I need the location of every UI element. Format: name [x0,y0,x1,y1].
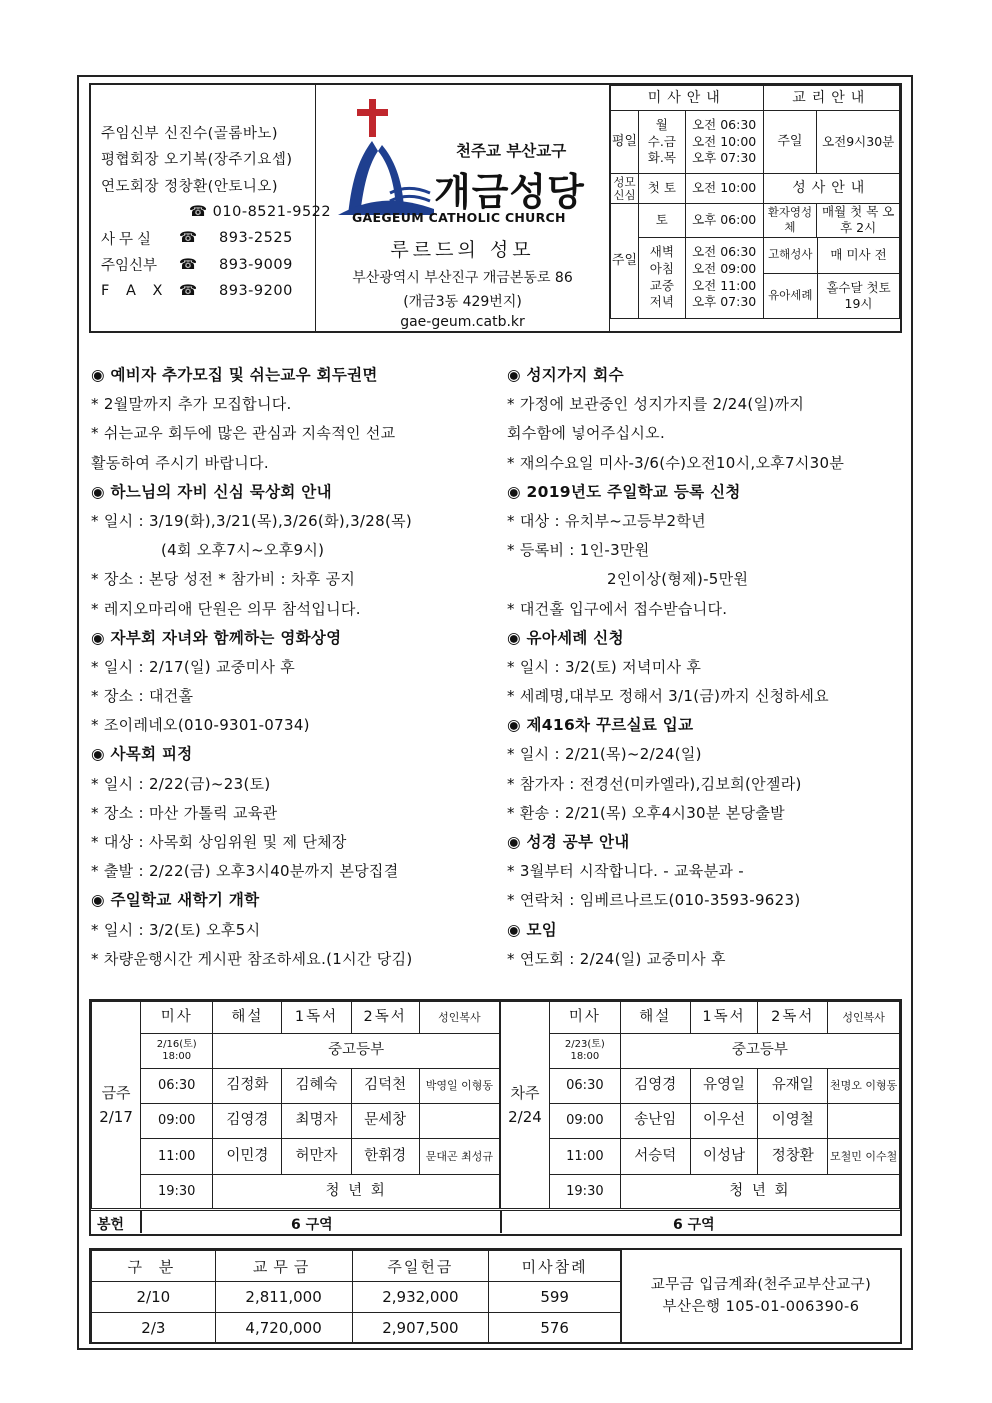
mass-title: 미사안내 [611,86,764,111]
notice-line: * 대상 : 유치부~고등부2학년 [507,511,706,530]
reader-2: 한휘경 [351,1139,419,1175]
reader-2: 김덕천 [351,1069,419,1104]
bulletin-page [77,75,913,1350]
col-header: 주일헌금 [352,1251,489,1282]
sacrament-name: 고해성사 [764,238,818,274]
church-brand [316,85,610,331]
catechism-title: 교리안내 [763,86,899,111]
weekday-day: 월 [655,116,668,132]
fax-label: F A X [101,283,169,300]
mass-time: 06:30 [549,1069,620,1104]
notice-line: 2인이상(형제)-5만원 [607,570,749,589]
sat-mass-time: 2/23(토) 18:00 [549,1034,620,1069]
notice-line: * 연도회 : 2/24(일) 교중미사 후 [507,949,726,968]
finance-dues: 4,720,000 [215,1313,352,1344]
notice-line: * 참가자 : 전경선(미카엘라),김보희(안젤라) [507,774,802,793]
commentator: 김영경 [620,1069,690,1104]
table-row [501,1069,900,1104]
eve-mass-group: 청 년 회 [620,1175,899,1209]
sat-mass-time: 2/16(토) 18:00 [141,1034,213,1069]
finance-date: 2/3 [92,1313,216,1344]
finance-table [91,1250,621,1344]
commentator: 이민경 [213,1139,282,1175]
bank-line: 교무금 입금계좌(천주교부산교구) [650,1277,872,1293]
table-row [92,1282,621,1313]
this-week-label: 금주 2/17 [92,1002,141,1209]
readers-this-week [91,1001,500,1209]
notice-line: * 차량운행시간 게시판 참조하세요.(1시간 당김) [91,949,413,968]
table-row [501,1139,900,1175]
table-row [92,1139,500,1175]
sunday-time: 오전 09:00 [692,260,757,276]
mass-time: 06:30 [141,1069,213,1104]
mass-time: 11:00 [549,1139,620,1175]
col-header: 해설 [213,1002,282,1034]
notices-left [91,361,501,974]
weekday-days [638,111,685,174]
council-phone: ☎ 010-8521-9522 [189,203,332,220]
mass-time: 11:00 [141,1139,213,1175]
commentator: 김영경 [213,1104,282,1139]
altar-servers: 천명오 이형동 [828,1069,900,1104]
weekday-time: 오전 10:00 [692,133,757,149]
finance-panel [89,1248,902,1344]
eve-mass-time: 19:30 [141,1175,213,1209]
weekday-time: 오전 06:30 [692,116,757,132]
council-president: 평협회장 오기복(장주기요셉) [101,152,293,169]
reader-1: 허만자 [282,1139,351,1175]
col-header: 해설 [620,1002,690,1034]
sacrament-cells [763,237,899,318]
eve-mass-group: 청 년 회 [213,1175,500,1209]
finance-dues: 2,811,000 [215,1282,352,1313]
sacrament-name: 유아세례 [764,274,818,318]
notice-heading: ◉ 2019년도 주일학교 등록 신청 [507,482,741,501]
notices-right [507,361,917,974]
notice-heading: ◉ 모임 [507,920,558,939]
notice-line: * 일시 : 2/22(금)~23(토) [91,774,271,793]
offering-row [91,1210,900,1234]
pastor-tel: 893-9009 [219,256,293,273]
church-name: 개금성당 [434,170,585,214]
mass-schedule-table [610,85,900,319]
notice-line: * 재의수요일 미사-3/6(수)오전10시,오후7시30분 [507,453,845,472]
notice-heading: ◉ 성지가지 회수 [507,366,624,384]
col-header: 미사 [549,1002,620,1034]
notice-line: * 대건홀 입구에서 접수받습니다. [507,599,728,618]
pastor-label: 주임신부 [101,258,158,275]
sunday-name: 저녁 [649,294,674,310]
notice-heading: ◉ 주일학교 새학기 개학 [91,891,260,910]
finance-offering: 2,907,500 [352,1313,489,1344]
church-logo-icon [330,97,440,219]
sunday-time: 오전 11:00 [692,277,757,293]
catechism-label: 주일 [763,111,817,174]
table-row [92,1104,500,1139]
offering-label: 봉헌 [97,1217,125,1233]
notice-line: * 등록비 : 1인-3만원 [507,541,650,560]
sacrament-time: 매월 첫 목 오후 2시 [817,204,900,238]
col-header: 성인복사 [828,1002,900,1034]
altar-servers: 모철민 이수철 [828,1139,900,1175]
finance-offering: 2,932,000 [352,1282,489,1313]
sunday-time: 오후 07:30 [692,294,757,310]
notice-line: * 장소 : 본당 성전 * 참가비 : 차후 공지 [91,570,356,589]
sacraments-title: 성사안내 [763,174,899,204]
col-header: 1독서 [690,1002,758,1034]
notice-line: * 일시 : 2/21(목)~2/24(일) [507,745,702,764]
offering-next-week: 6 구역 [673,1217,715,1233]
mass-time: 09:00 [549,1104,620,1139]
weekday-times [685,111,763,174]
sunday-label: 주일 [611,204,639,319]
finance-date: 2/10 [92,1282,216,1313]
altar-servers: 문대곤 최성규 [419,1139,499,1175]
phone-icon: ☎ [179,283,198,300]
fax-row [101,278,315,305]
notice-line: * 출발 : 2/22(금) 오후3시40분까지 본당집결 [91,862,399,881]
finance-attendance: 599 [489,1282,621,1313]
notice-line: * 연락처 : 임베르나르도(010-3593-9623) [507,891,801,910]
pastor-name: 주임신부 신진수(골롬바노) [101,125,278,142]
reader-1: 유영일 [690,1069,758,1104]
notice-heading: ◉ 사목회 피정 [91,745,193,764]
sunday-name: 새벽 [649,243,674,259]
sunday-times [685,237,763,318]
first-sat-time: 오전 10:00 [685,174,763,204]
catechism-time: 오전9시30분 [817,111,900,174]
reader-1: 이우선 [690,1104,758,1139]
readers-next-week [500,1001,900,1209]
fax-tel: 893-9200 [219,283,293,300]
office-phone-row [101,225,315,252]
first-sat-day: 첫 토 [638,174,685,204]
notice-line: * 세례명,대부모 정해서 3/1(금)까지 신청하세요 [507,687,829,706]
yeondo-president: 연도회장 정창환(안토니오) [101,178,278,195]
notice-line: * 장소 : 마산 가톨릭 교육관 [91,803,278,822]
notice-line: * 일시 : 2/17(일) 교중미사 후 [91,657,296,676]
church-name-en: GAEGEUM CATHOLIC CHURCH [352,210,566,225]
col-header: 미사참례 [489,1251,621,1282]
commentator: 송난임 [620,1104,690,1139]
reader-2: 유재일 [758,1069,828,1104]
address: 부산광역시 부산진구 개금본동로 86 [352,270,573,286]
sunday-name: 아침 [649,260,674,276]
col-header: 성인복사 [419,1002,499,1034]
bank-line: 부산은행 105-01-006390-6 [662,1299,860,1315]
altar-servers [828,1104,900,1139]
col-header: 2독서 [758,1002,828,1034]
notice-heading: ◉ 예비자 추가모집 및 쉬는교우 회두권면 [91,366,378,384]
divider [140,1211,142,1233]
sat-time: 오후 06:00 [685,204,763,238]
divider [500,1211,502,1233]
sacrament-time: 매 미사 전 [818,238,899,274]
offering-this-week: 6 구역 [291,1217,333,1233]
notice-line: * 2월말까지 추가 모집합니다. [91,395,292,414]
phone-icon: ☎ [179,256,198,273]
bank-account [621,1250,900,1342]
website-link[interactable]: gae-geum.catb.kr [400,314,525,330]
address-old: (개금3동 429번지) [403,294,522,310]
weekday-time: 오후 07:30 [692,150,757,166]
office-tel: 893-2525 [219,230,293,247]
notice-line: * 쉬는교우 회두에 많은 관심과 지속적인 선교 [91,424,396,443]
diocese-name: 천주교 부산교구 [456,142,567,160]
office-label: 사무실 [101,231,156,248]
notice-line: * 장소 : 대건홀 [91,687,194,706]
notice-line: * 가정에 보관중인 성지가지를 2/24(일)까지 [507,395,805,414]
notice-line: 회수함에 넣어주십시오. [507,424,666,443]
notice-heading: ◉ 제416차 꾸르실료 입교 [507,716,694,735]
first-sat-label: 성모신심 [611,174,639,204]
reader-1: 김혜숙 [282,1069,351,1104]
reader-2: 문세창 [351,1104,419,1139]
phone-icon: ☎ [179,230,198,247]
reader-1: 이성남 [690,1139,758,1175]
notice-line: * 환송 : 2/21(목) 오후4시30분 본당출발 [507,803,785,822]
col-header: 2독서 [351,1002,419,1034]
finance-attendance: 576 [489,1313,621,1344]
notice-heading: ◉ 성경 공부 안내 [507,833,630,851]
weekday-day: 수.금 [647,133,676,149]
weekday-label: 평일 [611,111,639,174]
notice-heading: ◉ 하느님의 자비 신심 묵상회 안내 [91,482,332,501]
notice-line: * 대상 : 사목회 상임위원 및 제 단체장 [91,833,347,851]
header [89,83,902,333]
commentator: 서승덕 [620,1139,690,1175]
sat-day: 토 [638,204,685,238]
sunday-time: 오전 06:30 [692,243,757,259]
table-row [92,1069,500,1104]
readers-schedule [89,999,902,1236]
patron-saint: 루르드의 성모 [390,239,535,261]
sat-mass-group: 중고등부 [620,1034,899,1069]
col-header: 구 분 [92,1251,216,1282]
weekday-day: 화.목 [647,150,676,166]
col-header: 교무금 [215,1251,352,1282]
notice-line: * 3월부터 시작합니다. - 교육분과 - [507,862,744,881]
contacts-panel [91,85,332,331]
sacrament-time: 홀수달 첫토 19시 [826,279,891,311]
notice-line: 활동하여 주시기 바랍니다. [91,453,269,472]
reader-2: 이영철 [758,1104,828,1139]
eve-mass-time: 19:30 [549,1175,620,1209]
col-header: 미사 [141,1002,213,1034]
reader-1: 최명자 [282,1104,351,1139]
sunday-name: 교중 [649,277,674,293]
commentator: 김정화 [213,1069,282,1104]
sacrament-name: 환자영성체 [763,204,817,238]
notice-line: * 일시 : 3/2(토) 저녁미사 후 [507,657,702,676]
notice-heading: ◉ 자부회 자녀와 함께하는 영화상영 [91,628,342,647]
notice-line: * 레지오마리애 단원은 의무 참석입니다. [91,599,361,618]
pastor-phone-row [101,252,315,279]
altar-servers: 박영일 이형동 [419,1069,499,1104]
altar-servers [419,1104,499,1139]
table-row [501,1104,900,1139]
col-header: 1독서 [282,1002,351,1034]
next-week-label: 차주 2/24 [501,1002,550,1209]
notice-line: * 일시 : 3/19(화),3/21(목),3/26(화),3/28(목) [91,511,413,530]
notice-line: * 일시 : 3/2(토) 오후5시 [91,920,261,939]
sunday-names [638,237,685,318]
notice-line: * 조이레네오(010-9301-0734) [91,716,310,735]
notice-heading: ◉ 유아세례 신청 [507,628,624,647]
mass-time: 09:00 [141,1104,213,1139]
reader-2: 정창환 [758,1139,828,1175]
table-row [92,1313,621,1344]
notice-line: (4회 오후7시~오후9시) [161,541,325,560]
sat-mass-group: 중고등부 [213,1034,500,1069]
